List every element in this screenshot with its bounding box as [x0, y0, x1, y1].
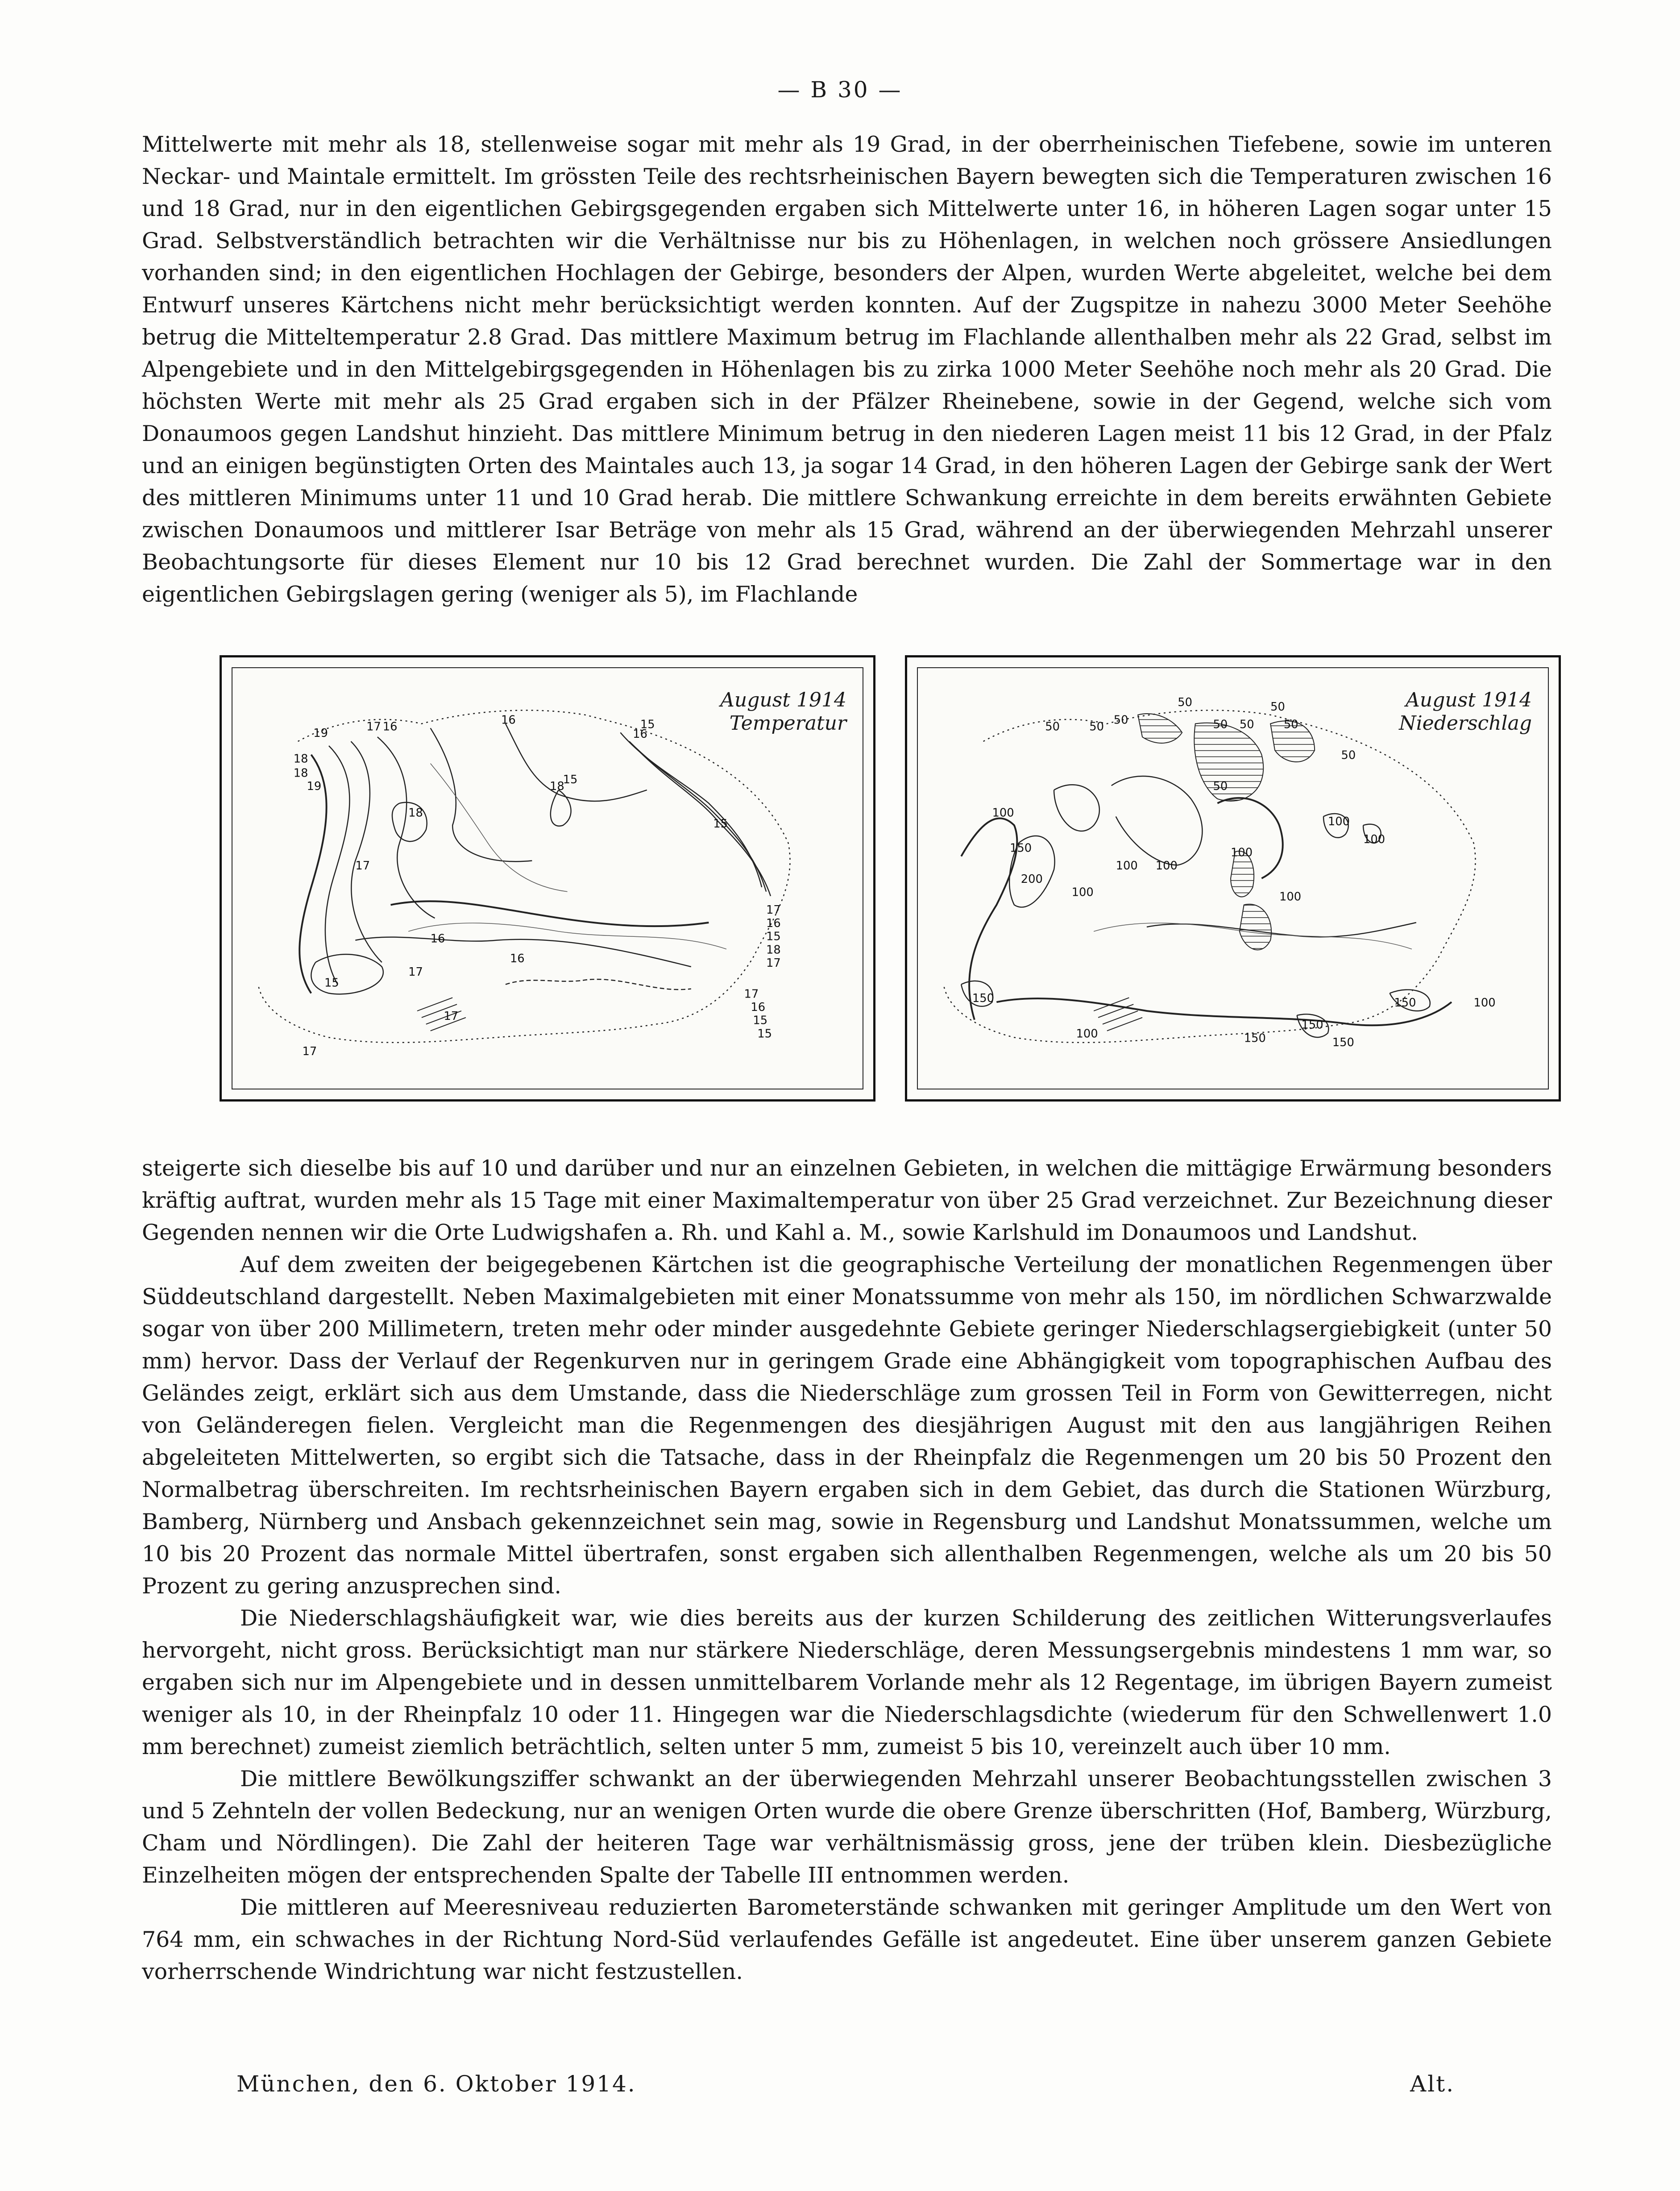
isohyet-label: 150	[1332, 1036, 1354, 1050]
paragraph: Auf dem zweiten der beigegebenen Kärtchen ist die geographische Verteilung der monatlichen Regenmengen über Süddeutschland dargestellt. Neben Maximalgebieten mit einer Monatssumme von mehr als 150, im nördlichen Schwarzwalde sogar von über 200 Millimetern, treten mehr oder minder ausgedehnte Gebiete geringer Niederschlagsergiebigkeit (unter 50 mm) hervor. Dass der Verlauf der Regenkurven nur in geringem Grade eine Abhängigkeit vom topographischen Aufbau des Geländes zeigt, erklärt sich aus dem Umstande, dass die Niederschläge zum grossen Teil in Form von Gewitterregen, nicht von Geländeregen fielen. Vergleicht man die Regenmengen des diesjährigen August mit den aus langjährigen Reihen abgeleiteten Mittelwerten, so ergibt sich die Tatsache, dass in der Rheinpfalz die Regenmengen um 20 bis 50 Prozent den Normalbetrag überschreiten. Im rechtsrheinischen Bayern ergaben sich in dem Gebiet, das durch die Stationen Würzburg, Bamberg, Nürnberg und Ansbach gekennzeichnet sein mag, sowie in Regensburg und Landshut Monatssummen, welche um 10 bis 20 Prozent das normale Mittel übertrafen, sonst ergaben sich allenthalben Regenmengen, welche als um 20 bis 50 Prozent zu gering anzusprechen sind.	[142, 1252, 1552, 1599]
paragraph: steigerte sich dieselbe bis auf 10 und darüber und nur an einzelnen Gebieten, in welchen die mittägige Erwärmung besonders kräftig auftrat, wurden mehr als 15 Tage mit einer Maximaltemperatur von über 25 Grad verzeichnet. Zur Bezeichnung dieser Gegenden nennen wir die Orte Ludwigshafen a. Rh. und Kahl a. M., sowie Karlshuld im Donaumoos und Landshut.	[142, 1156, 1552, 1245]
isotherm-label: 17	[744, 987, 759, 1001]
isohyet-label: 150	[1394, 996, 1416, 1010]
isotherm-label: 17	[766, 903, 781, 917]
isohyet-label: 50	[1341, 748, 1356, 762]
isohyet-label: 150	[972, 992, 995, 1006]
isotherm-label: 15	[640, 718, 655, 732]
isohyet-label: 50	[1178, 695, 1192, 709]
isotherm-label: 18	[293, 766, 308, 780]
isohyet-label: 100	[1473, 996, 1496, 1010]
isohyet-label: 100	[1076, 1027, 1098, 1041]
precipitation-map	[905, 655, 1561, 1102]
isohyet-label: 100	[1116, 859, 1138, 873]
isotherm-label: 15	[766, 930, 781, 944]
maps-row	[0, 655, 1680, 1106]
isotherm-label: 16	[751, 1001, 766, 1014]
isotherm-label: 19	[313, 727, 328, 740]
isotherm-label: 17	[366, 720, 381, 734]
isohyet-label: 100	[1071, 886, 1094, 899]
isohyet-label: 50	[1213, 780, 1228, 793]
author-signature: Alt.	[1410, 2071, 1455, 2097]
isotherm-label: 15	[324, 976, 339, 990]
isotherm-label: 18	[549, 780, 564, 793]
isotherm-label: 15	[563, 773, 578, 787]
isotherm-label: 16	[633, 728, 647, 741]
page-number: — B 30 —	[777, 77, 903, 103]
isotherm-label: 18	[766, 943, 781, 957]
isohyet-label: 50	[1213, 718, 1228, 732]
isotherm-label: 18	[408, 806, 423, 820]
isohyet-label: 150	[1244, 1031, 1266, 1045]
isotherm-label: 16	[430, 932, 445, 946]
isotherm-label: 15	[753, 1014, 768, 1027]
isohyet-label: 50	[1270, 700, 1285, 714]
isohyet-label: 50	[1283, 718, 1298, 732]
isohyet-label: 200	[1020, 872, 1043, 886]
isohyet-label: 50	[1045, 720, 1060, 734]
isotherm-label: 16	[766, 916, 781, 930]
isotherm-label: 16	[501, 713, 516, 727]
body-text-top	[142, 129, 1552, 611]
isotherm-label: 19	[307, 780, 322, 793]
paragraph: Die mittleren auf Meeresniveau reduzierten Barometerstände schwanken mit geringer Amplitude um den Wert von 764 mm, ein schwaches in der Richtung Nord-Süd verlaufendes Gefälle ist angedeutet. Eine über unserem ganzen Gebiete vorherrschende Windrichtung war nicht festzustellen.	[142, 1895, 1552, 1984]
paragraph: Die mittlere Bewölkungsziffer schwankt an der überwiegenden Mehrzahl unserer Beobachtungsstellen zwischen 3 und 5 Zehnteln der vollen Bedeckung, nur an wenigen Orten wurde die obere Grenze überschritten (Hof, Bamberg, Würzburg, Cham und Nördlingen). Die Zahl der heiteren Tage war verhältnismässig gross, jene der trüben klein. Diesbezügliche Einzelheiten mögen der entsprechenden Spalte der Tabelle III entnommen werden.	[142, 1766, 1552, 1888]
isohyet-label: 100	[1363, 832, 1385, 846]
isohyet-label: 100	[992, 806, 1014, 820]
isotherm-label: 17	[408, 965, 423, 979]
isohyet-label: 50	[1239, 718, 1254, 732]
isohyet-label: 100	[1155, 859, 1178, 873]
isotherm-label: 16	[510, 952, 525, 966]
isotherm-label: 15	[713, 817, 728, 831]
isotherm-label: 17	[766, 956, 781, 970]
isohyet-label: 100	[1327, 815, 1350, 829]
paragraph: Die Niederschlagshäufigkeit war, wie dies bereits aus der kurzen Schilderung des zeitlichen Witterungsverlaufes hervorgeht, nicht gross. Berücksichtigt man nur stärkere Niederschläge, deren Messungsergebnis mindestens 1 mm war, so ergaben sich nur im Alpengebiete und in dessen unmittelbarem Vorlande mehr als 12 Regentage, im übrigen Bayern zumeist weniger als 10, in der Rheinpfalz 10 oder 11. Hingegen war die Niederschlagsdichte (wiederum für den Schwellenwert 1.0 mm berechnet) zumeist ziemlich beträchtlich, selten unter 5 mm, zumeist 5 bis 10, vereinzelt auch über 10 mm.	[142, 1605, 1552, 1759]
isohyet-label: 150	[1301, 1018, 1323, 1032]
paragraph: Mittelwerte mit mehr als 18, stellenweise sogar mit mehr als 19 Grad, in der oberrheinischen Tiefebene, sowie im unteren Neckar- und Maintale ermittelt. Im grössten Teile des rechtsrheinischen Bayern bewegten sich die Temperaturen zwischen 16 und 18 Grad, nur in den eigentlichen Gebirgsgegenden ergaben sich Mittelwerte unter 16, in höheren Lagen sogar unter 15 Grad. Selbstverständlich betrachten wir die Verhältnisse nur bis zu Höhenlagen, in welchen noch grössere Ansiedlungen vorhanden sind; in den eigentlichen Hochlagen der Gebirge, besonders der Alpen, wurden Werte abgeleitet, welche bei dem Entwurf unseres Kärtchens nicht mehr berücksichtigt werden konnten. Auf der Zugspitze in nahezu 3000 Meter Seehöhe betrug die Mitteltemperatur 2.8 Grad. Das mittlere Maximum betrug im Flachlande allenthalben mehr als 22 Grad, selbst im Alpengebiete und in den Mittelgebirgsgegenden in Höhenlagen bis zu zirka 1000 Meter Seehöhe noch mehr als 20 Grad. Die höchsten Werte mit mehr als 25 Grad ergaben sich in der Pfälzer Rheinebene, sowie in der Gegend, welche sich vom Donaumoos gegen Landshut hinzieht. Das mittlere Minimum betrug in den niederen Lagen meist 11 bis 12 Grad, in der Pfalz und an einigen begünstigten Orten des Maintales auch 13, ja sogar 14 Grad, in den höheren Lagen der Gebirge sank der Wert des mittleren Minimums unter 11 und 10 Grad herab. Die mittlere Schwankung erreichte in dem bereits erwähnten Gebiete zwischen Donaumoos und mittlerer Isar Beträge von mehr als 15 Grad, während an der überwiegenden Mehrzahl unserer Beobachtungsorte für dieses Element nur 10 bis 12 Grad berechnet wurden. Die Zahl der Sommertage war in den eigentlichen Gebirgslagen gering (weniger als 5), im Flachlande	[142, 132, 1552, 607]
isohyet-label: 150	[1010, 841, 1032, 855]
body-text-bottom	[142, 1152, 1552, 1988]
isohyet-label: 50	[1089, 720, 1104, 734]
isotherm-label: 17	[302, 1045, 317, 1058]
isotherm-label: 16	[382, 720, 398, 734]
isotherm-label: 15	[757, 1027, 772, 1041]
isohyet-label: 100	[1279, 890, 1302, 904]
isohyet-label: 100	[1231, 846, 1253, 860]
map-title-element: Niederschlag	[1399, 712, 1532, 735]
isotherm-label: 17	[444, 1009, 459, 1023]
temperature-map	[220, 655, 875, 1102]
place-date: München, den 6. Oktober 1914.	[236, 2071, 636, 2097]
isohyet-label: 50	[1113, 713, 1128, 727]
map-title-element: Temperatur	[729, 712, 846, 735]
isotherm-label: 17	[355, 859, 370, 873]
map-title-month: August 1914	[720, 689, 846, 711]
map-title-month: August 1914	[1406, 689, 1532, 711]
isotherm-label: 18	[293, 752, 308, 766]
